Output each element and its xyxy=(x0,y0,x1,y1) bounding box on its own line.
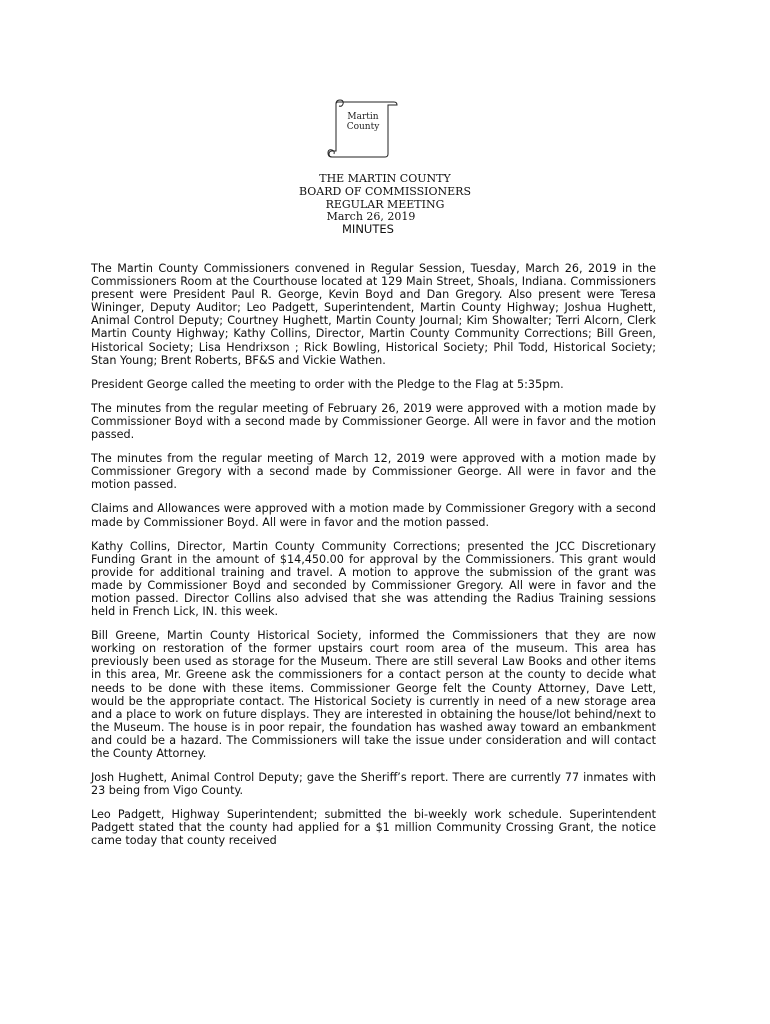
header-date: March 26, 2019 xyxy=(326,210,416,223)
seal-text-line2: County xyxy=(346,122,380,132)
page-title: MINUTES xyxy=(342,222,394,236)
county-scroll-seal xyxy=(326,98,400,160)
paragraph-attendance: The Martin County Commissioners convened in Regular Session, Tuesday, March 26, 2019 in the Commissioners Room at the Courthouse located at 129 Main Street, Shoals, Indiana. Commissioners present were President Paul R. George, Kevin Boyd and Dan Gregory. Also present were Teresa Wininger, Deputy Auditor; Leo Padgett, Superintendent, Martin County Highway; Joshua Hughett, Animal Control Deputy; Courtney Hughett, Martin County Journal; Kim Showalter; Terri Alcorn, Clerk Martin County Highway; Kathy Collins, Director, Martin County Community Corrections; Bill Green, Historical Society; Lisa Hendrixson ; Rick Bowling, Historical Society; Phil Todd, Historical Society; Stan Young; Brent Roberts, BF&S and Vickie Wathen. xyxy=(91,262,656,367)
paragraph-community-corrections: Kathy Collins, Director, Martin County Community Corrections; presented the JCC Discretionary Funding Grant in the amount of $14,450.00 for approval by the Commissioners. This grant would provide for additional training and travel. A motion to approve the submission of the grant was made by Commissioner Boyd and seconded by Commissioner Gregory. All were in favor and the motion passed. Director Collins also advised that she was attending the Radius Training sessions held in French Lick, IN. this week. xyxy=(91,539,656,619)
paragraph-historical-society: Bill Greene, Martin County Historical Society, informed the Commissioners that they are now working on restoration of the former upstairs court room area of the museum. This area has previously been used as storage for the Museum. There are still several Law Books and other items in this area, Mr. Greene ask the commissioners for a contact person at the county to decide what needs to be done with these items. Commissioner George felt the County Attorney, Dave Lett, would be the appropriate contact. The Historical Society is currently in need of a new storage area and a place to work on future displays. They are interested in obtaining the house/lot behind/next to the Museum. The house is in poor repair, the foundation has washed away toward an embankment and could be a hazard. The Commissioners will take the issue under consideration and will contact the County Attorney. xyxy=(91,629,656,760)
paragraph-minutes-feb-26: The minutes from the regular meeting of February 26, 2019 were approved with a motion made by Commissioner Boyd with a second made by Commissioner George. All were in favor and the motion passed. xyxy=(91,401,656,442)
minutes-body xyxy=(91,262,656,859)
header-line-county: THE MARTIN COUNTY xyxy=(319,172,451,185)
paragraph-sheriff-report: Josh Hughett, Animal Control Deputy; gave the Sheriff’s report. There are currently 77 inmates with 23 being from Vigo County. xyxy=(91,771,656,798)
paragraph-call-to-order: President George called the meeting to order with the Pledge to the Flag at 5:35pm. xyxy=(91,377,564,391)
header-line-meeting-type: REGULAR MEETING xyxy=(325,198,445,211)
paragraph-minutes-mar-12: The minutes from the regular meeting of March 12, 2019 were approved with a motion made by Commissioner Gregory with a second made by Commissioner George. All were in favor and the motion passed. xyxy=(91,452,656,492)
paragraph-highway: Leo Padgett, Highway Superintendent; submitted the bi-weekly work schedule. Superintendent Padgett stated that the county had applied for a $1 million Community Crossing Grant, the notice came today that county received xyxy=(91,808,656,848)
seal-text-line1: Martin xyxy=(347,112,379,122)
header-line-board: BOARD OF COMMISSIONERS xyxy=(298,185,471,198)
paragraph-claims: Claims and Allowances were approved with a motion made by Commissioner Gregory with a second made by Commissioner Boyd. All were in favor and the motion passed. xyxy=(91,502,656,529)
